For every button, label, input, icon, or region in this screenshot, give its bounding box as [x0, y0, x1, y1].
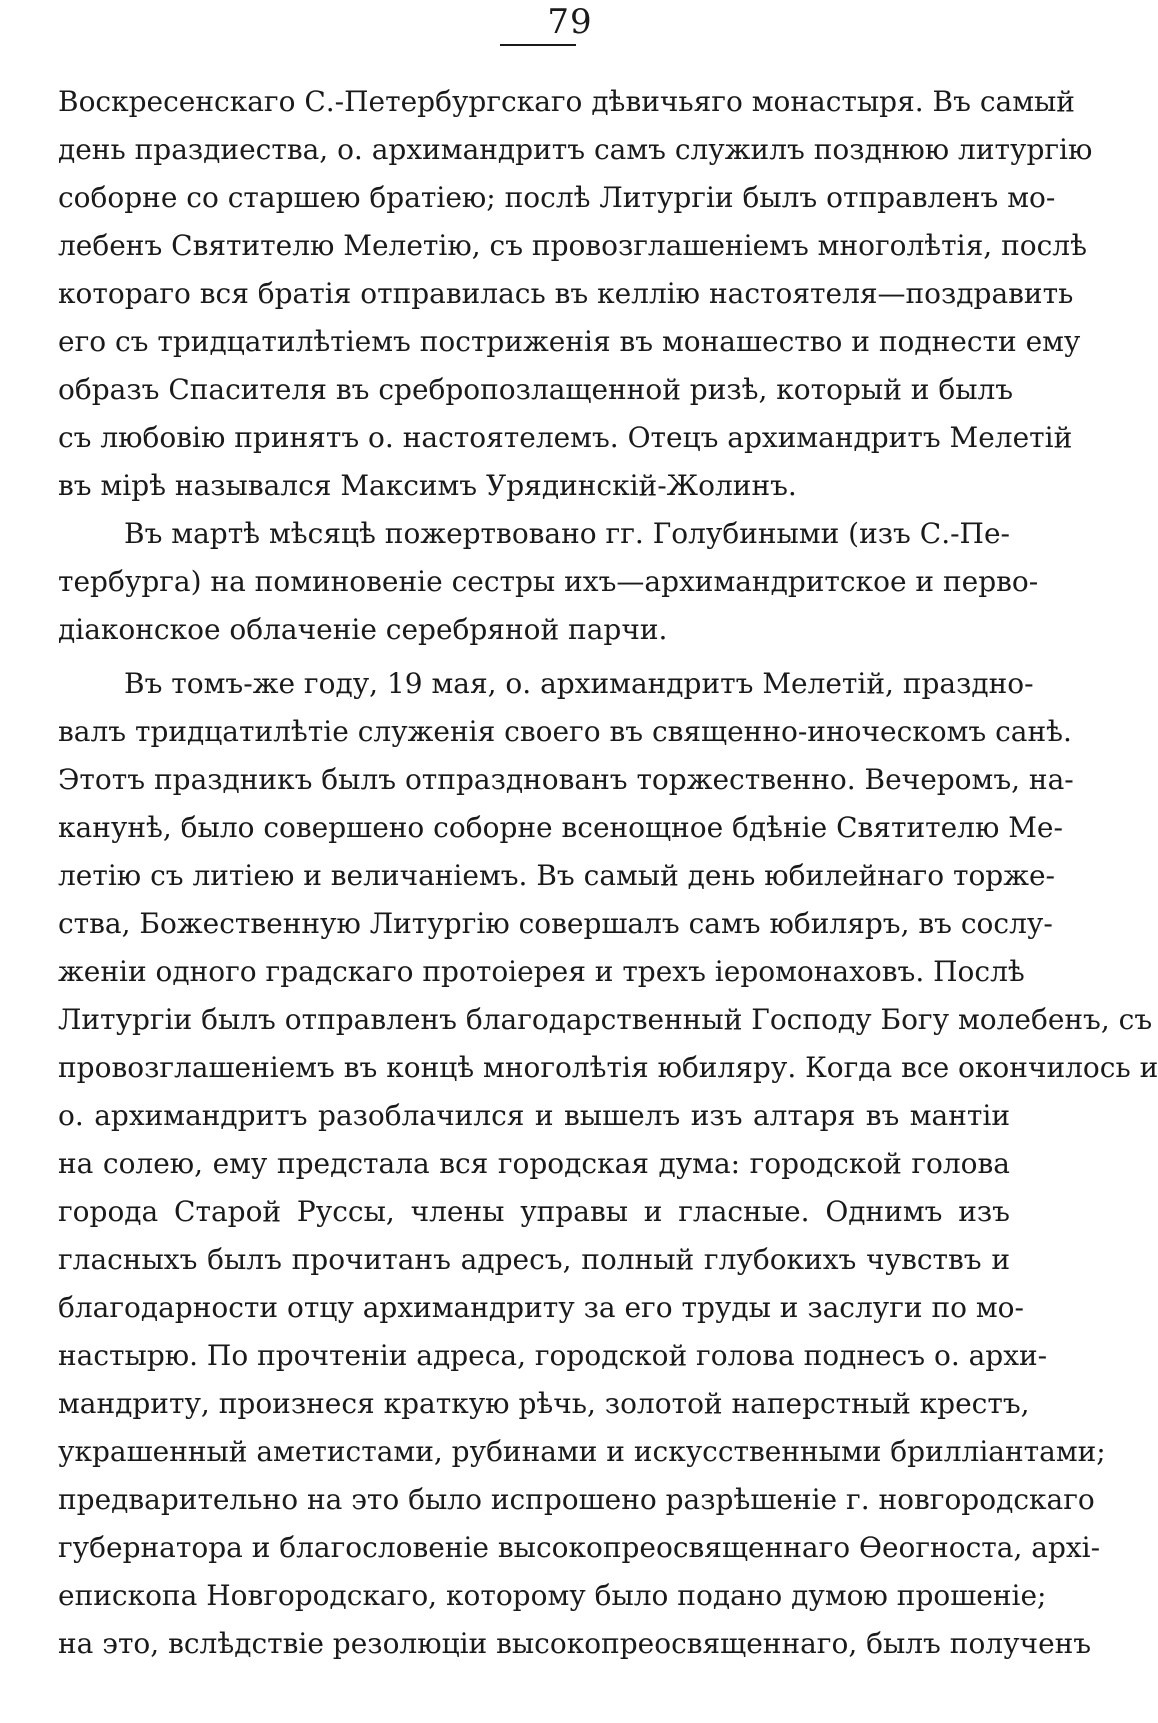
text-line: предварительно на это было испрошено разрѣшеніе г. новгородскаго [58, 1483, 1095, 1516]
text-line: образъ Спасителя въ сребропозлащенной ризѣ, который и былъ [58, 373, 1014, 406]
text-line: Этотъ праздникъ былъ отпразднованъ торжественно. Вечеромъ, на- [58, 763, 1074, 796]
text-line: канунѣ, было совершено соборне всенощное бдѣніе Святителю Ме- [58, 811, 1063, 844]
text-line: благодарности отцу архимандриту за его труды и заслуги по мо- [58, 1291, 1024, 1324]
text-line: Въ мартѣ мѣсяцѣ пожертвовано гг. Голубиными (изъ С.-Пе- [124, 517, 1010, 550]
text-line: епископа Новгородскаго, которому было подано думою прошеніе; [58, 1579, 1047, 1612]
paragraph-1 [58, 78, 1093, 510]
paragraph-3 [58, 660, 1158, 1668]
text-line: на это, вслѣдствіе резолюціи высокопреосвященнаго, былъ полученъ [58, 1627, 1092, 1660]
text-line: въ мірѣ назывался Максимъ Урядинскій-Жолинъ. [58, 469, 797, 502]
text-line: Въ томъ-же году, 19 мая, о. архимандритъ Мелетій, праздно- [124, 667, 1034, 700]
text-line: женіи одного градскаго протоіерея и трехъ іеромонаховъ. Послѣ [58, 955, 1025, 988]
text-line: летію съ литіею и величаніемъ. Въ самый день юбилейнаго торже- [58, 859, 1056, 892]
text-line: украшенный аметистами, рубинами и искусственными бриллiантами; [58, 1435, 1106, 1468]
text-line: настырю. По прочтеніи адреса, городской голова поднесъ о. архи- [58, 1339, 1048, 1372]
text-line: его съ тридцатилѣтіемъ постриженія въ монашество и поднести ему [58, 325, 1081, 358]
text-line: котораго вся братія отправилась въ келлію настоятеля—поздравить [58, 277, 1074, 310]
text-line: валъ тридцатилѣтіе служенія своего въ священно-иноческомъ санѣ. [58, 715, 1072, 748]
page-number: 79 [547, 2, 593, 42]
page-number-rule [500, 44, 576, 46]
text-line: на солею, ему предстала вся городская дума: городской голова [58, 1147, 1010, 1180]
text-line: ства, Божественную Литургію совершалъ самъ юбиляръ, въ сослу- [58, 907, 1053, 940]
text-line: Литургіи былъ отправленъ благодарственный Господу Богу молебенъ, съ [58, 1003, 1153, 1036]
text-line: лебенъ Святителю Мелетію, съ провозглашеніемъ многолѣтія, послѣ [58, 229, 1087, 262]
text-line: о. архимандритъ разоблачился и вышелъ изъ алтаря въ мантіи [58, 1099, 1010, 1132]
text-line: губернатора и благословеніе высокопреосвященнаго Ѳеогноста, архі- [58, 1531, 1101, 1564]
text-line: день праздиества, о. архимандритъ самъ служилъ позднюю литургію [58, 133, 1093, 166]
text-line: діаконское облаченіе серебряной парчи. [58, 613, 668, 646]
text-line: провозглашеніемъ въ концѣ многолѣтія юбиляру. Когда все окончилось и [58, 1051, 1158, 1084]
text-line: города Старой Руссы, члены управы и гласные. Однимъ изъ [58, 1195, 1010, 1228]
text-line: Воскресенскаго С.-Петербургскаго дѣвичьяго монастыря. Въ самый [58, 85, 1075, 118]
text-line: гласныхъ былъ прочитанъ адресъ, полный глубокихъ чувствъ и [58, 1243, 1010, 1276]
text-line: мандриту, произнеся краткую рѣчь, золотой наперстный крестъ, [58, 1387, 1030, 1420]
text-line: тербурга) на поминовеніе сестры ихъ—архимандритское и перво- [58, 565, 1039, 598]
text-line: соборне со старшею братіею; послѣ Литургіи былъ отправленъ мо- [58, 181, 1056, 214]
text-line: съ любовію принятъ о. настоятелемъ. Отецъ архимандритъ Мелетій [58, 421, 1073, 454]
paragraph-2 [58, 510, 1039, 654]
